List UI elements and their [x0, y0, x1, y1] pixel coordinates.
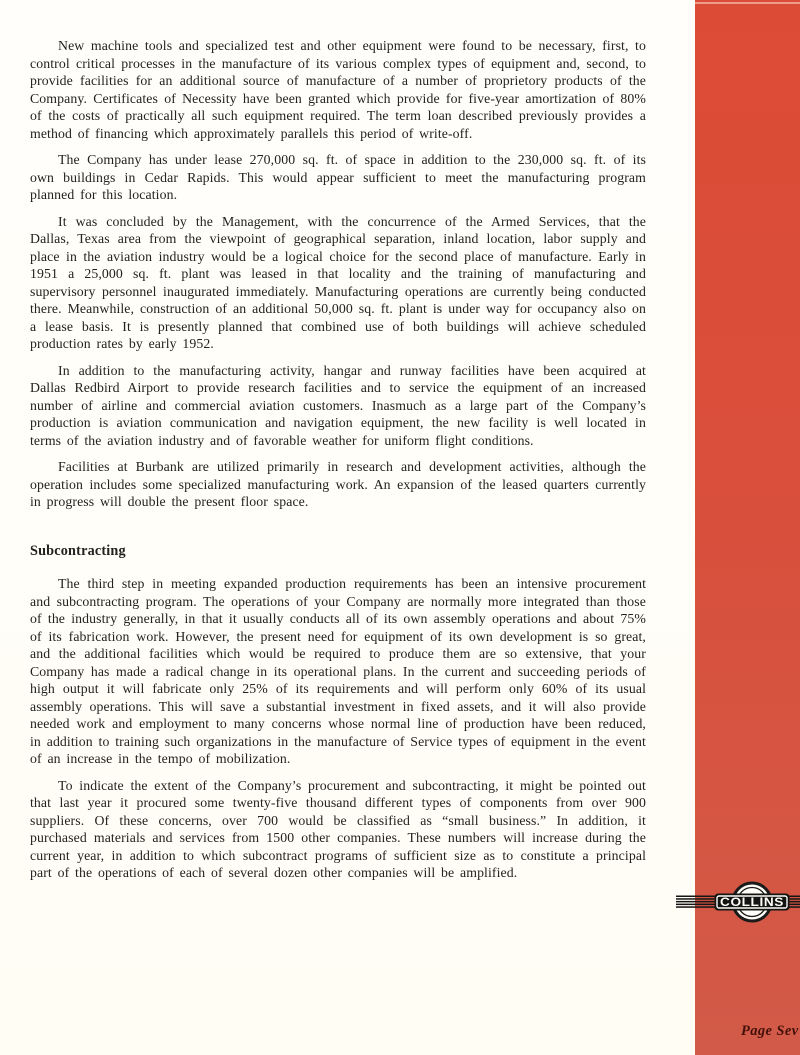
paragraph: In addition to the manufacturing activity, hangar and runway facilities have been acquired at Dallas Redbird Airport to provide research facilities and to service the equipment of an increased number of airline and commercial aviation customers. Inasmuch as a large part of the Company’s production is aviation communication and navigation equipment, the new facility is well located in terms of the aviation industry and of favorable weather for uniform flight conditions.	[30, 362, 646, 448]
paragraph: The Company has under lease 270,000 sq. ft. of space in addition to the 230,000 sq. ft. of its own buildings in Cedar Rapids. This would appear sufficient to meet the manufacturing program planned for this location.	[30, 152, 646, 202]
paragraph: Facilities at Burbank are utilized primarily in research and development activities, although the operation includes some specialized manufacturing work. An expansion of the leased quarters currently in progress will double the present floor space.	[30, 459, 646, 509]
page-number: Page Sev	[741, 1023, 799, 1039]
paragraph: It was concluded by the Management, with the concurrence of the Armed Services, that the Dallas, Texas area from the viewpoint of geographical separation, inland location, labor supply and place in the aviation industry would be a logical choice for the second place of manufacture. Early in 1951 a 25,000 sq. ft. plant was leased in that locality and the training of manufacturing and supervisory personnel inaugurated immediately. Manufacturing operations are currently being conducted there. Meanwhile, construction of an additional 50,000 sq. ft. plant is under way for occupancy also on a lease basis. It is presently planned that combined use of both buildings will achieve scheduled production rates by early 1952.	[30, 213, 646, 351]
section-heading: Subcontracting	[30, 542, 126, 559]
collins-logo	[674, 881, 800, 925]
paragraph: The third step in meeting expanded production requirements has been an intensive procurement and subcontracting program. The operations of your Company are normally more integrated than those of the industry generally, in that it usually conducts all of its own assembly operations and about 75% of its fabrication work. However, the present need for equipment of its own development is so great, and the additional facilities which would be required to produce them are so extensive, that your Company has made a radical change in its operational plans. In the current and succeeding periods of high output it will fabricate only 25% of its requirements and will perform only 60% of its usual assembly operations. This will save a substantial investment in fixed assets, and it will also provide needed work and employment to many concerns whose normal line of production have been reduced, in addition to training such organizations in the manufacture of Service types of equipment in the event of an increase in the tempo of mobilization.	[30, 576, 646, 766]
logo-left-wing	[676, 896, 718, 908]
text-column	[30, 0, 646, 891]
logo-wordmark: COLLINS	[720, 896, 784, 909]
paragraph: New machine tools and specialized test and other equipment were found to be necessary, first, to control critical processes in the manufacture of its various complex types of equipment and, second, to provide facilities for an additional source of manufacture of a number of proprietory products of the Company. Certificates of Necessity have been granted which provide for five-year amortization of 80% of the costs of practically all such equipment required. The term loan described previously provides a method of financing which approximately parallels this period of write-off.	[30, 38, 646, 141]
paragraph: To indicate the extent of the Company’s procurement and subcontracting, it might be pointed out that last year it procured some twenty-five thousand different types of components from over 900 suppliers. Of these concerns, over 700 would be classified as “small business.” In addition, it purchased materials and services from 1500 other companies. These numbers will increase during the current year, in addition to which subcontract programs of sufficient size as to constitute a principal part of the operations of each of several dozen other companies will be amplified.	[30, 777, 646, 880]
collins-logo-emblem	[674, 881, 800, 925]
